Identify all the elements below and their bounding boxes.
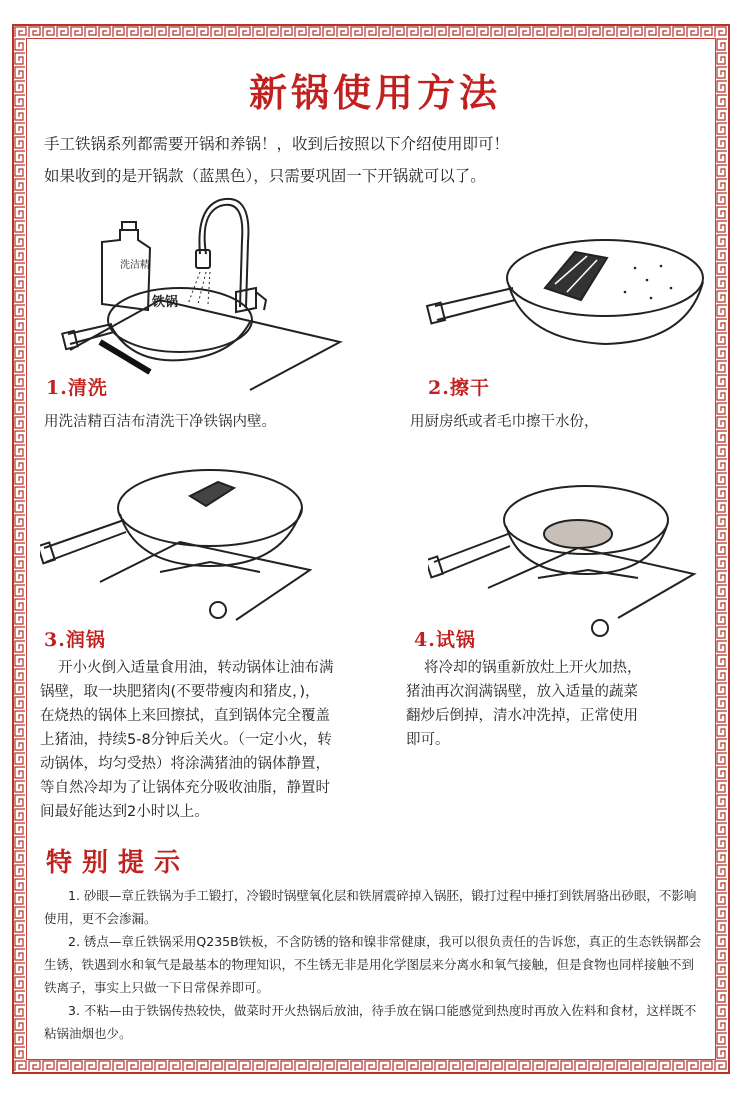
- step-1-line: 用洗洁精百洁布清洗干净铁锅内壁。: [44, 414, 276, 430]
- step-4-line: 将冷却的锅重新放灶上开火加热，: [424, 660, 642, 676]
- step-3-text: [40, 656, 400, 824]
- washing-pot-illustration: [60, 192, 360, 392]
- bottom-border-pattern: [14, 1060, 728, 1072]
- tip-item: 1. 砂眼—章丘铁锅为手工锻打，冷锻时锅壁氧化层和铁屑震碎掉入锅胚，锻打过程中捶打到铁屑骆出砂眼，不影响使用，更不会渗漏。: [44, 888, 697, 926]
- oiling-pot-illustration: [40, 462, 340, 622]
- step-1-title: 1.清洗: [46, 377, 108, 399]
- step-3-line: 开小火倒入适量食用油，转动锅体让油布满: [58, 660, 334, 676]
- step-3-line: 上猪油，持续5-8分钟后关火。（一定小火，转: [40, 732, 332, 748]
- intro-line-2: 如果收到的是开锅款（蓝黑色），只需要巩固一下开锅就可以了。: [44, 167, 486, 185]
- pot-label: 铁锅: [152, 295, 179, 310]
- step-4-line: 翻炒后倒掉，清水冲洗掉，正常使用: [406, 708, 638, 724]
- step-4-line: 即可。: [406, 732, 450, 748]
- top-border-pattern: [14, 26, 728, 38]
- drying-pot-illustration: [425, 228, 710, 358]
- step-3-line: 等自然冷却为了让锅体充分吸收油脂，静置时: [40, 780, 330, 796]
- bottle-label: 洗洁精: [120, 260, 150, 271]
- tip-item: 3. 不粘—由于铁锅传热较快，做菜时开火热锅后放油，待手放在锅口能感觉到热度时再放入佐料和食材，这样既不粘锅油烟也少。: [44, 1003, 697, 1041]
- step-4-text: [406, 656, 706, 752]
- left-border-pattern: [14, 38, 26, 1060]
- tips-title: 特别提示: [46, 848, 191, 878]
- step-2-text: [410, 410, 599, 434]
- testing-pot-illustration: [428, 478, 708, 643]
- step-3-line: 锅壁，取一块肥猪肉(不要带瘦肉和猪皮，)，: [40, 684, 320, 700]
- step-4-line: 猪油再次润满锅壁，放入适量的蔬菜: [406, 684, 638, 700]
- right-border-pattern: [716, 38, 728, 1060]
- step-3-line: 间最好能达到2小时以上。: [40, 804, 209, 820]
- step-2-title: 2.擦干: [428, 377, 490, 399]
- step-3-line: 在烧热的锅体上来回擦拭，直到锅体完全覆盖: [40, 708, 330, 724]
- tips-list: [44, 884, 704, 1045]
- step-3-line: 动锅体，均匀受热）将涂满猪油的锅体静置，: [40, 756, 330, 772]
- step-1-text: [44, 410, 276, 434]
- tip-item: 2. 锈点—章丘铁锅采用Q235B铁板，不含防锈的铬和镍非常健康，我可以很负责任的告诉您，真正的生态铁锅都会生锈，铁遇到水和氧气是最基本的物理知识，不生锈无非是用化学图层来分离水和氧气接触，但是食物也同样接触不到铁离子，事实上只做一下日常保养即可。: [44, 934, 702, 995]
- intro-line-1: 手工铁锅系列都需要开锅和养锅！，收到后按照以下介绍使用即可！: [44, 135, 510, 153]
- step-3-title: 3.润锅: [44, 629, 106, 651]
- page-title: 新锅使用方法: [248, 70, 501, 115]
- step-2-line: 用厨房纸或者毛巾擦干水份，: [410, 414, 599, 430]
- step-4-title: 4.试锅: [414, 629, 476, 651]
